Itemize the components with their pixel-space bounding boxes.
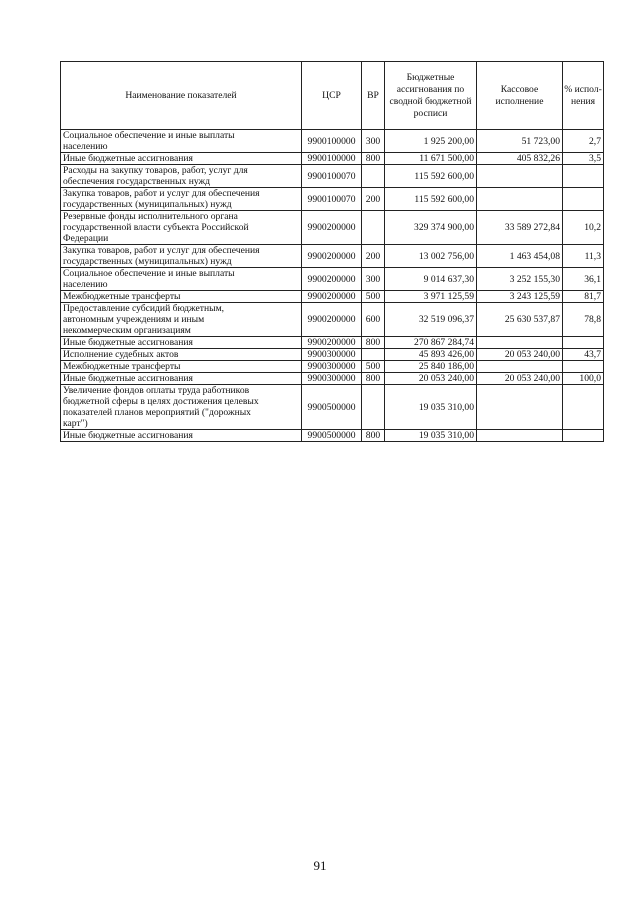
cell-name: Иные бюджетные ассигнования bbox=[61, 153, 302, 165]
table-row bbox=[61, 385, 604, 430]
cell-vr: 200 bbox=[362, 245, 385, 268]
cell-pct bbox=[563, 385, 604, 430]
cell-budget: 270 867 284,74 bbox=[385, 337, 477, 349]
cell-vr: 300 bbox=[362, 268, 385, 291]
cell-vr: 500 bbox=[362, 361, 385, 373]
cell-cash: 20 053 240,00 bbox=[477, 349, 563, 361]
cell-cash: 20 053 240,00 bbox=[477, 373, 563, 385]
cell-csr: 9900200000 bbox=[302, 268, 362, 291]
cell-name: Социальное обеспечение и иные выплаты населению bbox=[61, 268, 302, 291]
cell-cash: 3 243 125,59 bbox=[477, 291, 563, 303]
table-row bbox=[61, 268, 604, 291]
cell-cash: 405 832,26 bbox=[477, 153, 563, 165]
budget-execution-table bbox=[60, 61, 604, 442]
table-body bbox=[61, 130, 604, 442]
cell-cash bbox=[477, 188, 563, 211]
cell-vr: 800 bbox=[362, 337, 385, 349]
cell-vr bbox=[362, 165, 385, 188]
table-row bbox=[61, 303, 604, 337]
table-row bbox=[61, 130, 604, 153]
cell-name: Закупка товаров, работ и услуг для обеспечения государственных (муниципальных) нужд bbox=[61, 245, 302, 268]
cell-budget: 32 519 096,37 bbox=[385, 303, 477, 337]
cell-name: Иные бюджетные ассигнования bbox=[61, 337, 302, 349]
cell-csr: 9900100070 bbox=[302, 165, 362, 188]
table-row bbox=[61, 373, 604, 385]
table-row bbox=[61, 188, 604, 211]
header-csr: ЦСР bbox=[302, 62, 362, 130]
cell-pct: 100,0 bbox=[563, 373, 604, 385]
table-row bbox=[61, 165, 604, 188]
cell-csr: 9900500000 bbox=[302, 430, 362, 442]
cell-pct bbox=[563, 361, 604, 373]
header-name: Наименование показателей bbox=[61, 62, 302, 130]
cell-cash: 3 252 155,30 bbox=[477, 268, 563, 291]
cell-csr: 9900200000 bbox=[302, 291, 362, 303]
cell-budget: 3 971 125,59 bbox=[385, 291, 477, 303]
cell-cash: 25 630 537,87 bbox=[477, 303, 563, 337]
cell-name: Закупка товаров, работ и услуг для обеспечения государственных (муниципальных) нужд bbox=[61, 188, 302, 211]
cell-csr: 9900100070 bbox=[302, 188, 362, 211]
cell-name: Межбюджетные трансферты bbox=[61, 291, 302, 303]
cell-cash bbox=[477, 361, 563, 373]
table-row bbox=[61, 349, 604, 361]
cell-budget: 115 592 600,00 bbox=[385, 165, 477, 188]
cell-pct bbox=[563, 188, 604, 211]
cell-name: Иные бюджетные ассигнования bbox=[61, 373, 302, 385]
cell-pct bbox=[563, 337, 604, 349]
cell-vr: 200 bbox=[362, 188, 385, 211]
table-row bbox=[61, 153, 604, 165]
cell-budget: 25 840 186,00 bbox=[385, 361, 477, 373]
cell-cash: 51 723,00 bbox=[477, 130, 563, 153]
table-row bbox=[61, 337, 604, 349]
table-row bbox=[61, 245, 604, 268]
cell-csr: 9900100000 bbox=[302, 153, 362, 165]
cell-csr: 9900100000 bbox=[302, 130, 362, 153]
cell-csr: 9900200000 bbox=[302, 303, 362, 337]
cell-name: Социальное обеспечение и иные выплаты населению bbox=[61, 130, 302, 153]
cell-csr: 9900300000 bbox=[302, 361, 362, 373]
cell-name: Расходы на закупку товаров, работ, услуг для обеспечения государственных нужд bbox=[61, 165, 302, 188]
cell-name: Иные бюджетные ассигнования bbox=[61, 430, 302, 442]
cell-csr: 9900200000 bbox=[302, 245, 362, 268]
page-number: 91 bbox=[313, 858, 327, 873]
cell-budget: 13 002 756,00 bbox=[385, 245, 477, 268]
cell-csr: 9900200000 bbox=[302, 211, 362, 245]
cell-budget: 19 035 310,00 bbox=[385, 385, 477, 430]
cell-csr: 9900500000 bbox=[302, 385, 362, 430]
cell-cash bbox=[477, 430, 563, 442]
cell-cash: 33 589 272,84 bbox=[477, 211, 563, 245]
header-cash: Кассовое исполнение bbox=[477, 62, 563, 130]
cell-csr: 9900300000 bbox=[302, 373, 362, 385]
cell-cash bbox=[477, 165, 563, 188]
cell-vr: 300 bbox=[362, 130, 385, 153]
cell-pct: 43,7 bbox=[563, 349, 604, 361]
header-vr: ВР bbox=[362, 62, 385, 130]
cell-vr: 800 bbox=[362, 430, 385, 442]
header-pct: % испол-нения bbox=[563, 62, 604, 130]
cell-vr bbox=[362, 211, 385, 245]
cell-vr bbox=[362, 385, 385, 430]
cell-cash bbox=[477, 337, 563, 349]
cell-budget: 11 671 500,00 bbox=[385, 153, 477, 165]
table-row bbox=[61, 211, 604, 245]
cell-budget: 329 374 900,00 bbox=[385, 211, 477, 245]
cell-pct: 78,8 bbox=[563, 303, 604, 337]
cell-pct bbox=[563, 430, 604, 442]
cell-csr: 9900200000 bbox=[302, 337, 362, 349]
cell-name: Предоставление субсидий бюджетным, автономным учреждениям и иным некоммерческим организациям bbox=[61, 303, 302, 337]
cell-name: Резервные фонды исполнительного органа государственной власти субъекта Российской Федерации bbox=[61, 211, 302, 245]
cell-cash: 1 463 454,08 bbox=[477, 245, 563, 268]
cell-vr: 800 bbox=[362, 373, 385, 385]
cell-csr: 9900300000 bbox=[302, 349, 362, 361]
cell-pct bbox=[563, 165, 604, 188]
cell-budget: 19 035 310,00 bbox=[385, 430, 477, 442]
table-row bbox=[61, 430, 604, 442]
cell-vr: 500 bbox=[362, 291, 385, 303]
header-row bbox=[61, 62, 604, 130]
cell-cash bbox=[477, 385, 563, 430]
cell-pct: 10,2 bbox=[563, 211, 604, 245]
cell-pct: 81,7 bbox=[563, 291, 604, 303]
cell-pct: 3,5 bbox=[563, 153, 604, 165]
table-row bbox=[61, 361, 604, 373]
cell-budget: 1 925 200,00 bbox=[385, 130, 477, 153]
cell-vr: 800 bbox=[362, 153, 385, 165]
table-row bbox=[61, 291, 604, 303]
cell-name: Межбюджетные трансферты bbox=[61, 361, 302, 373]
cell-budget: 45 893 426,00 bbox=[385, 349, 477, 361]
header-budget: Бюджетные ассигнования по сводной бюджетной росписи bbox=[385, 62, 477, 130]
cell-vr: 600 bbox=[362, 303, 385, 337]
cell-budget: 115 592 600,00 bbox=[385, 188, 477, 211]
cell-budget: 20 053 240,00 bbox=[385, 373, 477, 385]
cell-pct: 11,3 bbox=[563, 245, 604, 268]
cell-name: Увеличение фондов оплаты труда работников бюджетной сферы в целях достижения целевых показателей планов мероприятий ("дорожных карт") bbox=[61, 385, 302, 430]
cell-budget: 9 014 637,30 bbox=[385, 268, 477, 291]
cell-pct: 36,1 bbox=[563, 268, 604, 291]
cell-vr bbox=[362, 349, 385, 361]
cell-pct: 2,7 bbox=[563, 130, 604, 153]
cell-name: Исполнение судебных актов bbox=[61, 349, 302, 361]
